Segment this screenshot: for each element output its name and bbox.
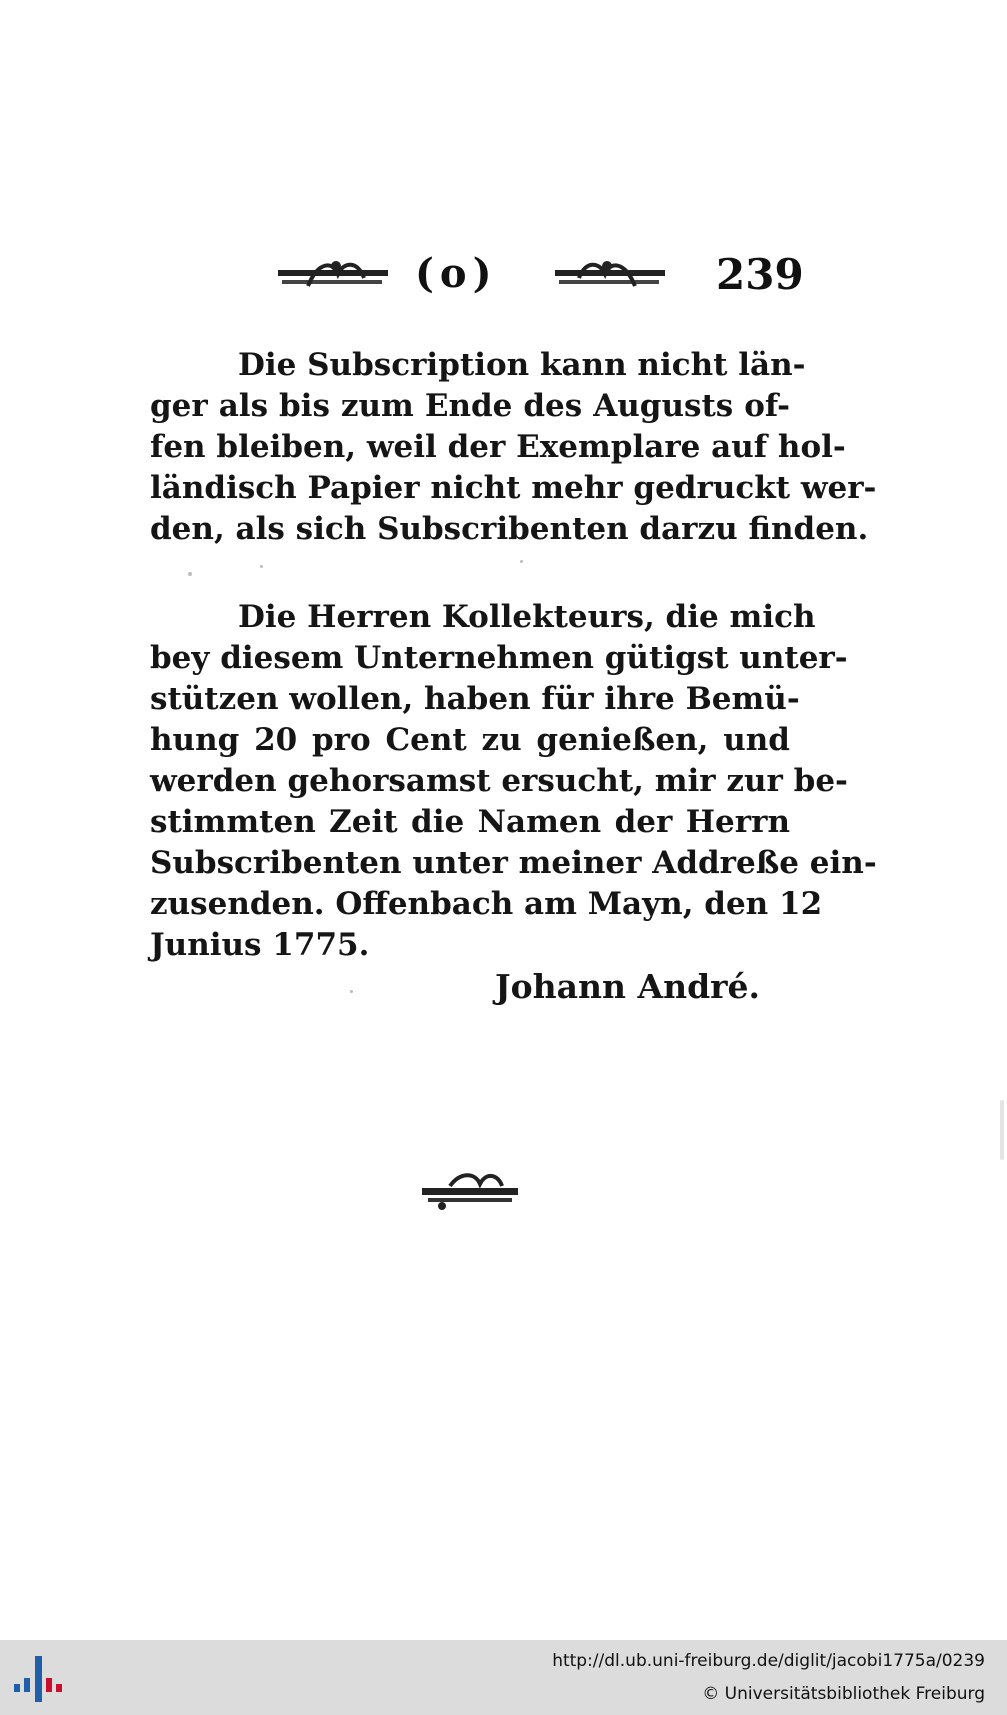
ornament-right-icon [555, 256, 665, 296]
text-line: Subscribenten unter meiner Addreße ein- [150, 845, 877, 881]
page-number: 239 [716, 250, 804, 299]
text-line: zusenden. Offenbach am Mayn, den 12 [150, 886, 823, 922]
paragraph-collectors [150, 597, 877, 966]
tailpiece-ornament-icon [420, 1172, 520, 1212]
text-line: fen bleiben, weil der Exemplare auf hol- [150, 429, 846, 465]
library-logo-icon [12, 1650, 64, 1706]
text-line: ländisch Papier nicht mehr gedruckt wer- [150, 470, 877, 506]
text-line: bey diesem Unternehmen gütigst unter- [150, 640, 848, 676]
text-line: Junius 1775. [150, 927, 370, 963]
text-line: Die Herren Kollekteurs, die mich [238, 599, 816, 635]
text-line: stimmten Zeit die Namen der Herrn [150, 804, 790, 840]
copyright-notice: © Universitätsbibliothek Freiburg [702, 1684, 985, 1704]
text-line: Die Subscription kann nicht län- [238, 347, 806, 383]
text-line: stützen wollen, haben für ihre Bemü- [150, 681, 800, 717]
signature-mark: (o) [415, 250, 498, 297]
text-line: den, als sich Subscribenten darzu finden. [150, 511, 869, 547]
page-header [270, 250, 804, 310]
text-line: ger als bis zum Ende des Augusts of- [150, 388, 790, 424]
ornament-left-icon [278, 256, 388, 296]
author-signature: Johann André. [495, 967, 761, 1006]
source-url-link[interactable]: http://dl.ub.uni-freiburg.de/diglit/jacobi1775a/0239 [552, 1651, 985, 1671]
text-line: hung 20 pro Cent zu genießen, und [150, 722, 790, 758]
footer-bar [0, 1640, 1007, 1715]
paragraph-subscription [150, 345, 877, 550]
text-line: werden gehorsamst ersucht, mir zur be- [150, 763, 848, 799]
